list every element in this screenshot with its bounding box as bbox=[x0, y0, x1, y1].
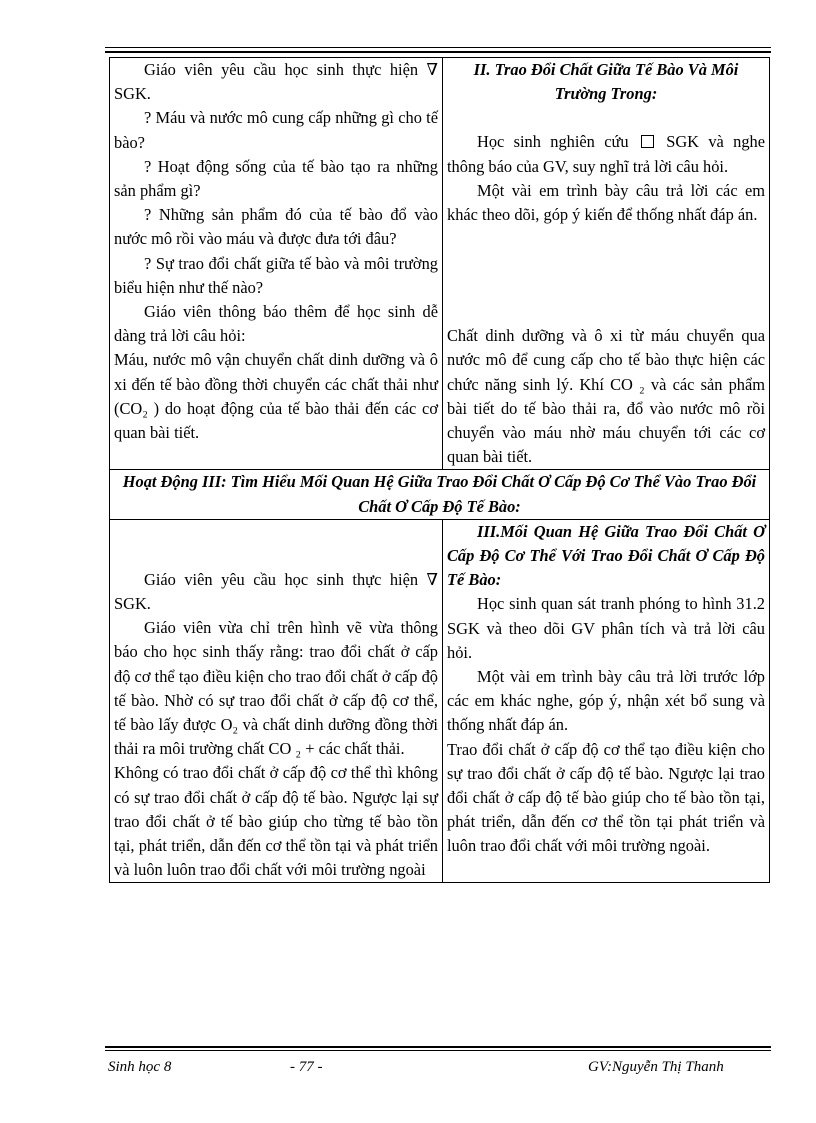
footer-rule-bottom bbox=[105, 1050, 771, 1051]
teacher-paragraph: Giáo viên thông báo thêm để học sinh dễ dàng trả lời câu hỏi: bbox=[114, 302, 438, 346]
section-1-teacher-cell bbox=[110, 58, 443, 470]
student-paragraph: Chất dinh dưỡng và ô xi từ máu chuyển qua nước mô để cung cấp cho tế bào thực hiện các chức năng sinh lý. Khí CO ₂ và các sản phẩm bài tiết do tế bào thải ra, đổ vào nước mô rồi chuyển vào máu nhờ máu chuyển tới các cơ quan bài tiết. bbox=[447, 326, 765, 467]
checkbox-square-icon bbox=[641, 135, 654, 148]
student-paragraph: Học sinh quan sát tranh phóng to hình 31.2 SGK và theo dõi GV phân tích và trả lời câu hỏi. bbox=[447, 594, 765, 662]
header-rule-top bbox=[105, 47, 771, 48]
section-1-student-cell bbox=[443, 58, 770, 470]
footer-teacher: GV:Nguyễn Thị Thanh bbox=[588, 1059, 724, 1075]
teacher-paragraph: Máu, nước mô vận chuyển chất dinh dưỡng và ô xi đến tế bào đồng thời chuyển các chất thải như (CO₂ ) do hoạt động của tế bào thải đến các cơ quan bài tiết. bbox=[114, 350, 438, 443]
student-paragraph: Một vài em trình bày câu trả lời trước lớp các em khác nghe, góp ý, nhận xét bổ sung và thống nhất đáp án. bbox=[447, 667, 765, 735]
footer-subject: Sinh học 8 bbox=[108, 1059, 172, 1075]
activity-3-row bbox=[110, 470, 770, 519]
teacher-question: ? Máu và nước mô cung cấp những gì cho tế bào? bbox=[114, 108, 438, 152]
teacher-paragraph: Giáo viên yêu cầu học sinh thực hiện ∇ SGK. bbox=[114, 60, 438, 104]
teacher-question: ? Những sản phẩm đó của tế bào đổ vào nước mô rồi vào máu và được đưa tới đâu? bbox=[114, 205, 438, 249]
section-2-teacher-cell bbox=[110, 519, 443, 883]
teacher-paragraph: Giáo viên vừa chỉ trên hình vẽ vừa thông báo cho học sinh thấy rằng: trao đổi chất ở cấp độ cơ thể tạo điều kiện cho trao đổi chất ở cấp độ tế bào. Nhờ có sự trao đổi chất ở cấp độ cơ thể, tế bào lấy được O₂ và chất dinh dưỡng đồng thời thải ra môi trường chất CO ₂ + các chất thải. bbox=[114, 618, 438, 759]
teacher-question: ? Sự trao đổi chất giữa tế bào và môi trường biểu hiện như thế nào? bbox=[114, 253, 438, 297]
student-paragraph-text: Học sinh nghiên cứu bbox=[477, 132, 629, 152]
section-2-row bbox=[110, 519, 770, 883]
section-2-student-cell bbox=[443, 519, 770, 883]
section-2-heading: II. Trao Đổi Chất Giữa Tế Bào Và Môi Trường Trong: bbox=[473, 60, 739, 104]
student-paragraph bbox=[447, 130, 765, 178]
footer-page-number: - 77 - bbox=[290, 1059, 323, 1075]
header-rule-bottom bbox=[105, 51, 771, 53]
student-paragraph: Một vài em trình bày câu trả lời các em khác theo dõi, góp ý kiến để thống nhất đáp án. bbox=[447, 180, 765, 225]
teacher-question: ? Hoạt động sống của tế bào tạo ra những sản phẩm gì? bbox=[114, 156, 438, 201]
teacher-paragraph: Không có trao đổi chất ở cấp độ cơ thể thì không có sự trao đổi chất ở cấp độ tế bào. Ngược lại sự trao đổi chất ở tế bào giúp cho từng tế bào tồn tại, phát triển, dẫn đến cơ thể tồn tại và phát triển và luôn luôn trao đổi chất với môi trường ngoài bbox=[114, 763, 438, 880]
activity-3-title: Hoạt Động III: Tìm Hiểu Mối Quan Hệ Giữa Trao Đổi Chất Ơ Cấp Độ Cơ Thể Vào Trao Đổi Chất Ơ Cấp Độ Tế Bào: bbox=[110, 470, 770, 519]
footer-rule-top bbox=[105, 1046, 771, 1048]
section-3-heading: III.Mối Quan Hệ Giữa Trao Đổi Chất Ơ Cấp Độ Cơ Thể Với Trao Đổi Chất Ơ Cấp Độ Tế Bào: bbox=[447, 521, 765, 590]
student-paragraph: Trao đổi chất ở cấp độ cơ thể tạo điều kiện cho sự trao đổi chất ở cấp độ tế bào. Ngược lại trao đổi chất ở cấp độ tế bào giúp cho tế bào tồn tại, phát triển, dẫn đến cơ thể tồn tại phát triển và luôn trao đổi chất với môi trường ngoài. bbox=[447, 739, 765, 856]
teacher-paragraph: Giáo viên yêu cầu học sinh thực hiện ∇ SGK. bbox=[114, 569, 438, 614]
student-paragraph-text: SGK và nghe thông báo của GV, suy nghĩ trả lời câu hỏi. bbox=[447, 132, 765, 176]
lesson-table bbox=[109, 57, 770, 883]
section-1-row bbox=[110, 58, 770, 470]
